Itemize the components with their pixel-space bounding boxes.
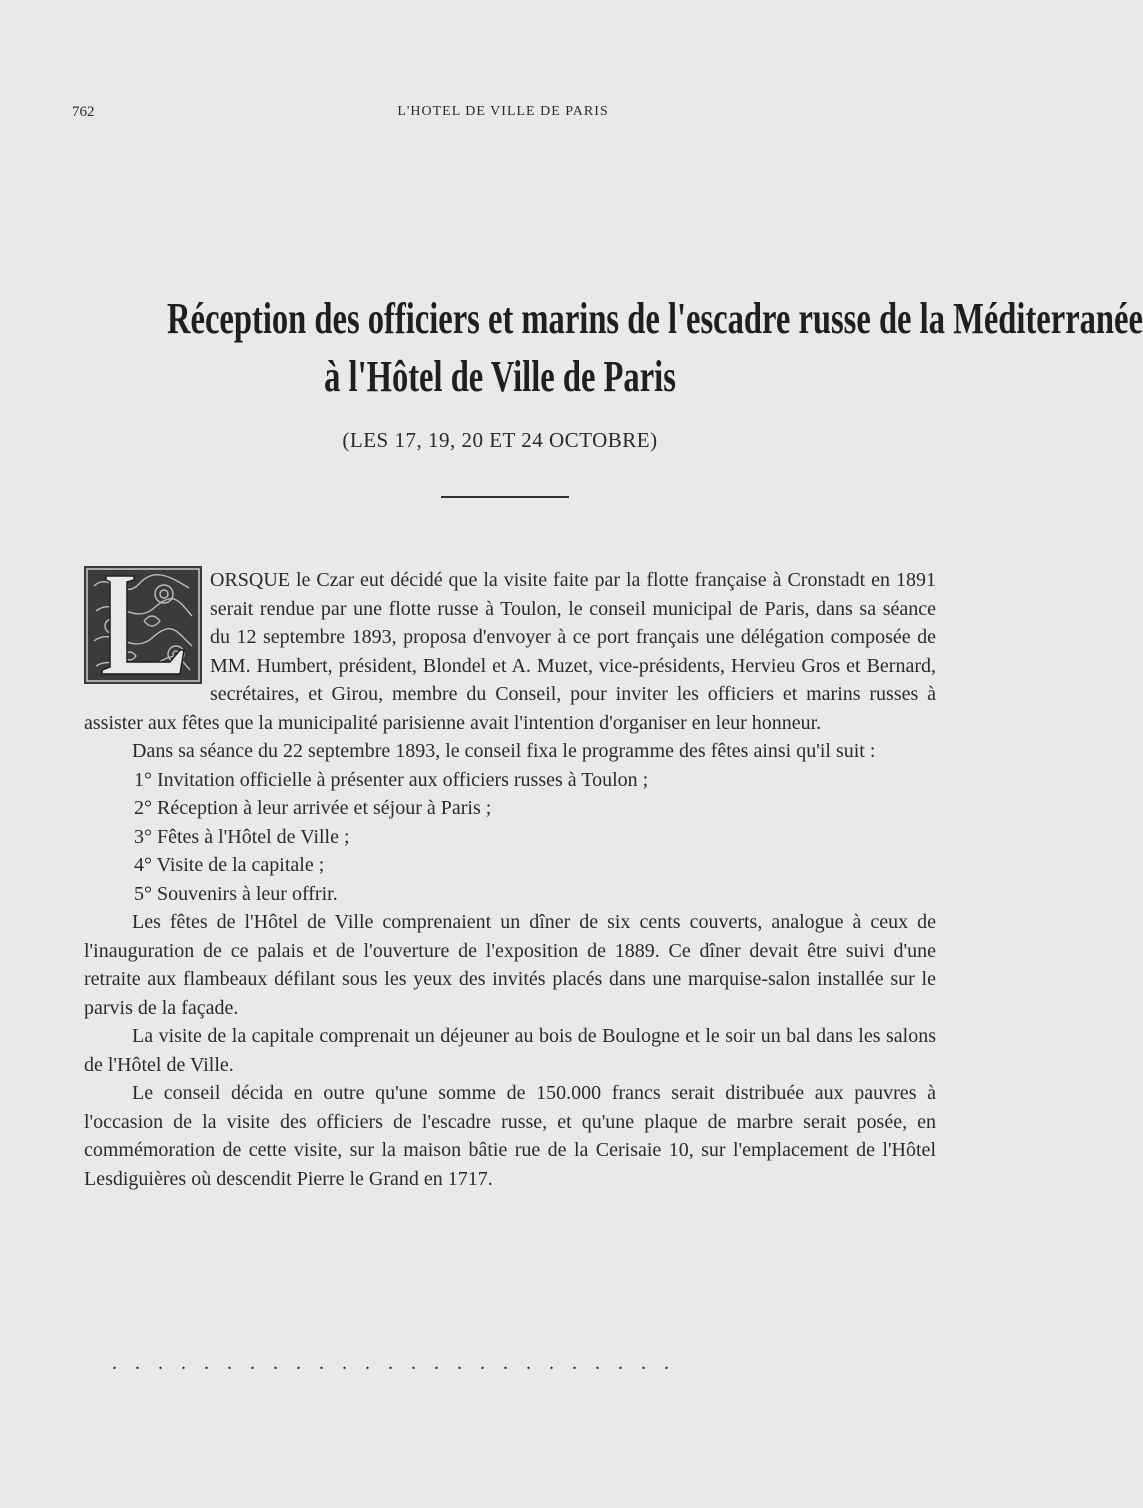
chapter-title (167, 290, 1143, 406)
ornamental-drop-cap-icon (84, 566, 202, 684)
title-divider (441, 496, 569, 498)
chapter-title-line-1: Réception des officiers et marins de l'escadre russe de la Méditerranée (167, 294, 1143, 343)
page-header (72, 104, 934, 128)
paragraph-1 (84, 566, 936, 737)
paragraph-5: Le conseil décida en outre qu'une somme de 150.000 francs serait distribuée aux pauvres à l'occasion de la visite des officiers de l'escadre russe, et qu'une plaque de marbre serait posée, en commémoration de cette visite, sur la maison bâtie rue de la Cerisaie 10, sur l'emplacement de l'Hôtel Lesdiguières où descendit Pierre le Grand en 1717. (84, 1082, 936, 1190)
list-item: 1° Invitation officielle à présenter aux officiers russes à Toulon ; (134, 768, 649, 791)
paragraph-3: Les fêtes de l'Hôtel de Ville comprenaient un dîner de six cents couverts, analogue à ceux de l'inauguration de ce palais et de l'ouverture de l'exposition de 1889. Ce dîner devait être suivi d'une retraite aux flambeaux défilant sous les yeux des invités placés dans une marquise-salon installée sur le parvis de la façade. (84, 911, 936, 1019)
chapter-dates: (LES 17, 19, 20 ET 24 OCTOBRE) (342, 428, 658, 452)
page-number: 762 (72, 104, 95, 120)
list-item: 2° Réception à leur arrivée et séjour à Paris ; (134, 797, 492, 819)
paragraph-1-smallcaps: ORSQUE (210, 569, 291, 591)
list-item: 4° Visite de la capitale ; (134, 854, 325, 876)
chapter-title-line-2: à l'Hôtel de Ville de Paris (324, 352, 676, 401)
body-text (84, 566, 936, 1193)
paragraph-4: La visite de la capitale comprenait un déjeuner au bois de Boulogne et le soir un bal dans les salons de l'Hôtel de Ville. (84, 1025, 936, 1076)
list-item: 5° Souvenirs à leur offrir. (134, 882, 338, 905)
ellipsis-line: ......................... (112, 1352, 687, 1374)
paragraph-1-text: le Czar eut décidé que la visite faite par la flotte française à Cronstadt en 1891 serait rendue par une flotte russe à Toulon, le conseil municipal de Paris, dans sa séance du 12 septembre 1893, proposa d'envoyer à ce port français une délégation composée de MM. Humbert, président, Blondel et A. Muzet, vice-présidents, Hervieu Gros et Bernard, secrétaires, et Girou, membre du Conseil, pour inviter les officiers et marins russes à assister aux fêtes que la municipalité parisienne avait l'intention d'organiser en leur honneur. (84, 569, 936, 734)
list-item: 3° Fêtes à l'Hôtel de Ville ; (134, 825, 350, 848)
running-head: L'HOTEL DE VILLE DE PARIS (397, 104, 609, 119)
paragraph-2: Dans sa séance du 22 septembre 1893, le conseil fixa le programme des fêtes ainsi qu'il suit : (132, 740, 876, 762)
